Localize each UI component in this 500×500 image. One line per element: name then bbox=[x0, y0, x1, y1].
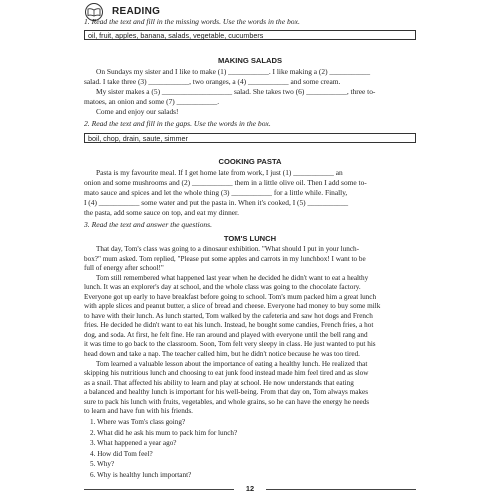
text-line: That day, Tom's class was going to a dinosaur exhibition. "What should I put in your lunch- bbox=[96, 245, 360, 253]
text-line: box?" mum asked. Tom replied, "Please put some apples and carrots in my lunchbox! I want to be bbox=[84, 254, 366, 263]
task-2-word-box: boil, chop, drain, saute, simmer bbox=[84, 133, 416, 143]
question-item: 6. Why is healthy lunch important? bbox=[90, 470, 192, 479]
text-line: I (4) ___________ some water and put the pasta in. When it's cooked, I (5) ___________ bbox=[84, 197, 349, 207]
text-line: to have with their lunch. As lunch started, Tom walked by the cafeteria and saw hot dogs and French bbox=[84, 311, 373, 320]
task-2-instruction: 2. Read the text and fill in the gaps. Use the words in the box. bbox=[84, 119, 271, 128]
footer-divider-left bbox=[84, 489, 234, 490]
text-line: Tom learned a valuable lesson about the importance of eating a healthy lunch. He realized that bbox=[96, 359, 368, 368]
question-item: 4. How did Tom feel? bbox=[90, 449, 153, 458]
text-line: it was time to go back to the classroom. Soon, Tom felt very sleepy in class. He just wanted to put his bbox=[84, 340, 376, 349]
text-line: as a snail. That affected his ability to learn and play at school. He now understands that eating bbox=[84, 378, 354, 387]
task-2-text bbox=[84, 168, 416, 218]
section-title: READING bbox=[112, 6, 161, 17]
question-item: 2. What did he ask his mum to pack him for lunch? bbox=[90, 428, 238, 437]
text-line: to learn and have fun with his friends. bbox=[84, 407, 193, 416]
text-line: a balanced and healthy lunch is important for his well-being. From that day on, Tom always makes bbox=[84, 388, 368, 397]
text-line: head down and take a nap. The teacher called him, but he didn't notice because he was too tired. bbox=[84, 350, 360, 359]
text-line: Come and enjoy our salads! bbox=[96, 106, 179, 116]
question-item: 5. Why? bbox=[90, 460, 115, 468]
text-line: Everyone got up early to have breakfast before going to school. Tom's mum packed him a great lunch bbox=[84, 292, 377, 301]
text-line: Tom still remembered what happened last year when he decided he didn't want to eat a healthy bbox=[96, 273, 369, 282]
task-2-heading: COOKING PASTA bbox=[218, 157, 282, 166]
task-3-story bbox=[84, 245, 416, 417]
text-line: sure to pack his lunch with fruits, vegetables, and whole grains, so he can have the energy he needs bbox=[84, 397, 370, 406]
page-number: 12 bbox=[245, 484, 255, 493]
text-line: fries. He decided he didn't want to eat his lunch. Instead, he bought some candies, French fries, a hot bbox=[84, 321, 374, 330]
question-item: 1. Where was Tom's class going? bbox=[90, 418, 186, 426]
text-line: mato sauce and spices and let the whole thing (3) ___________ for a little while. Finally, bbox=[84, 187, 348, 197]
text-line: lunch. It was an explorer's day at school, and the whole class was going to the chocolate factory. bbox=[84, 283, 361, 292]
text-line: with apple slices and peanut butter, a slice of bread and cheese. Everyone had money to buy some milk bbox=[84, 302, 381, 311]
text-line: the pasta, add some sauce on top, and eat my dinner. bbox=[84, 207, 239, 217]
task-1-word-box: oil, fruit, apples, banana, salads, vegetable, cucumbers bbox=[84, 30, 416, 40]
task-1-instruction: 1. Read the text and fill in the missing words. Use the words in the box. bbox=[84, 17, 300, 26]
text-line: On Sundays my sister and I like to make (1) ___________. I like making a (2) ___________ bbox=[96, 67, 371, 76]
text-line: full of energy after school!" bbox=[84, 264, 164, 273]
text-line: skipping his nutritious lunch and choosing to eat junk food instead made him feel tired and as slow bbox=[84, 369, 369, 378]
task-1-heading: MAKING SALADS bbox=[217, 56, 283, 65]
question-item: 3. What happened a year ago? bbox=[90, 439, 177, 447]
text-line: My sister makes a (5) ___________________ salad. She takes two (6) ___________, three to- bbox=[96, 86, 376, 96]
task-3-heading: TOM'S LUNCH bbox=[223, 234, 277, 243]
task-1-text bbox=[84, 67, 416, 117]
task-3-questions bbox=[90, 417, 410, 480]
task-3-instruction: 3. Read the text and answer the questions. bbox=[84, 220, 213, 229]
text-line: Pasta is my favourite meal. If I get home late from work, I just (1) ___________ an bbox=[96, 168, 343, 177]
text-line: dog, and soda. At first, he felt fine. He ran around and played with everyone until the bell rang and bbox=[84, 330, 368, 339]
footer-divider-right bbox=[266, 489, 416, 490]
text-line: matoes, an onion and some (7) ___________. bbox=[84, 96, 220, 106]
text-line: onion and some mushrooms and (2) ___________ them in a little olive oil. Then I add some to- bbox=[84, 177, 367, 187]
text-line: salad. I take three (3) ___________, two oranges, a (4) ___________ and some cream. bbox=[84, 76, 341, 86]
